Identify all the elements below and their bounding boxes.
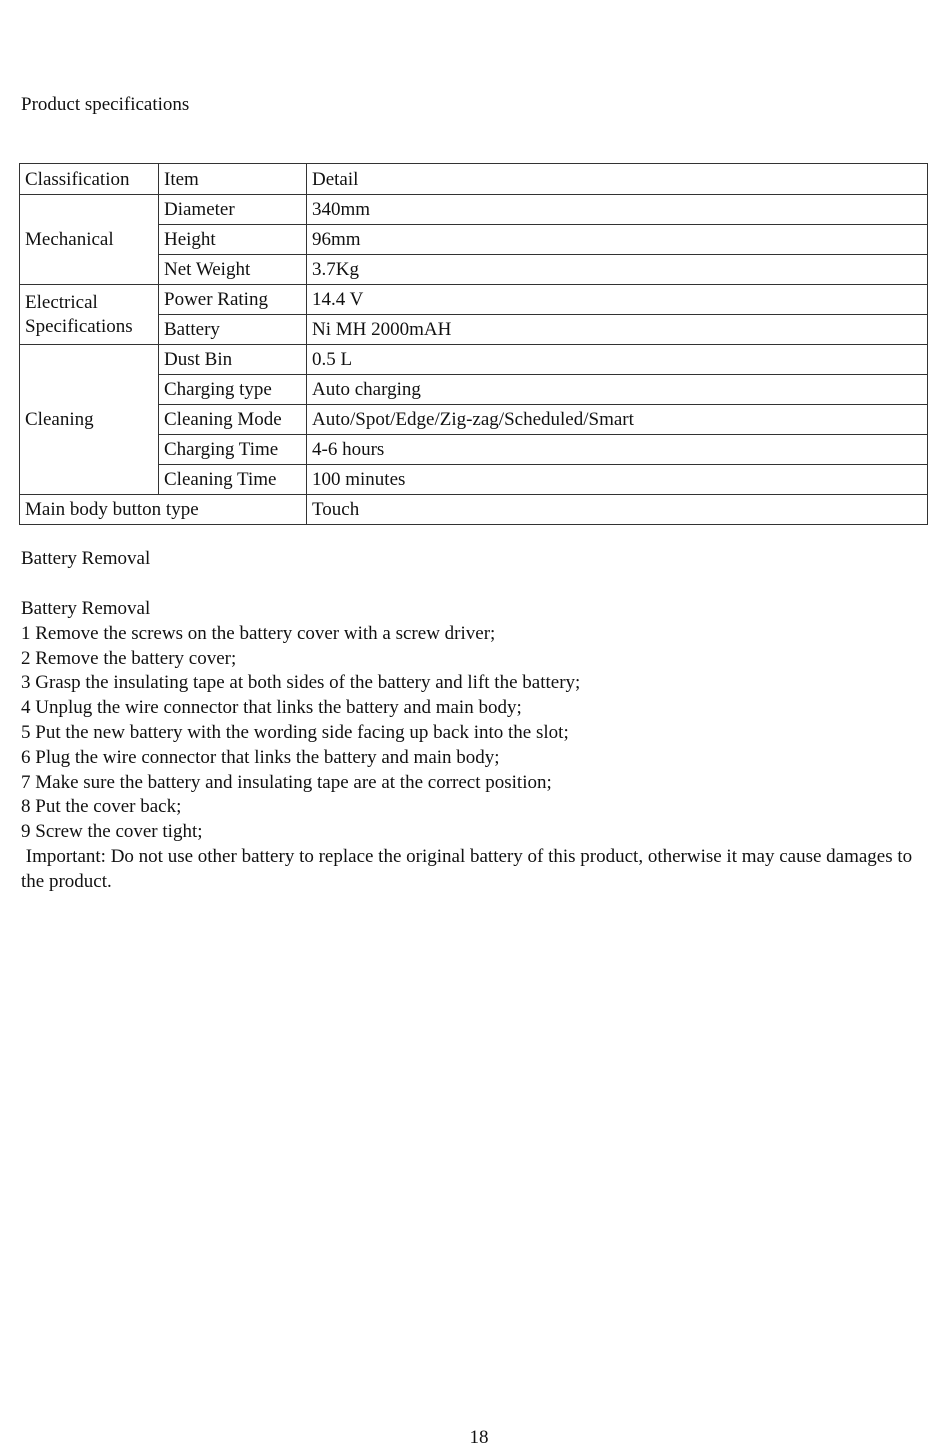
button-type-label: Main body button type — [20, 495, 307, 525]
header-detail: Detail — [307, 164, 928, 195]
table-row — [20, 195, 928, 225]
table-row — [20, 285, 928, 315]
detail-cell: Auto/Spot/Edge/Zig-zag/Scheduled/Smart — [307, 405, 928, 435]
item-cell: Power Rating — [159, 285, 307, 315]
item-cell: Height — [159, 225, 307, 255]
instruction-step: 6 Plug the wire connector that links the battery and main body; — [21, 746, 500, 768]
item-cell: Charging type — [159, 375, 307, 405]
item-cell: Dust Bin — [159, 345, 307, 375]
instruction-step: 3 Grasp the insulating tape at both sides of the battery and lift the battery; — [21, 672, 581, 694]
item-cell: Battery — [159, 315, 307, 345]
instruction-step: 9 Screw the cover tight; — [21, 821, 203, 843]
classification-cleaning: Cleaning — [20, 345, 159, 495]
item-cell: Charging Time — [159, 435, 307, 465]
item-cell: Diameter — [159, 195, 307, 225]
button-type-detail: Touch — [307, 495, 928, 525]
classification-mechanical: Mechanical — [20, 195, 159, 285]
detail-cell: 3.7Kg — [307, 255, 928, 285]
header-item: Item — [159, 164, 307, 195]
detail-cell: 4-6 hours — [307, 435, 928, 465]
instruction-step: 4 Unplug the wire connector that links the battery and main body; — [21, 697, 522, 719]
instruction-step: 2 Remove the battery cover; — [21, 647, 237, 669]
important-notice: Important: Do not use other battery to replace the original battery of this product, otherwise it may cause damages to the product. — [21, 845, 917, 892]
instruction-step: 5 Put the new battery with the wording side facing up back into the slot; — [21, 721, 569, 743]
detail-cell: Auto charging — [307, 375, 928, 405]
specifications-table — [19, 163, 928, 525]
table-header-row — [20, 164, 928, 195]
battery-removal-subheading: Battery Removal — [21, 598, 151, 619]
classification-electrical: Electrical Specifications — [20, 285, 159, 345]
page-title: Product specifications — [21, 94, 190, 115]
instruction-step: 7 Make sure the battery and insulating tape are at the correct position; — [21, 771, 552, 793]
item-cell: Net Weight — [159, 255, 307, 285]
page-number: 18 — [469, 1427, 489, 1448]
detail-cell: 14.4 V — [307, 285, 928, 315]
instruction-step: 8 Put the cover back; — [21, 796, 182, 818]
instruction-step: 1 Remove the screws on the battery cover with a screw driver; — [21, 622, 496, 644]
battery-removal-heading: Battery Removal — [21, 548, 151, 569]
table-footer-row — [20, 495, 928, 525]
detail-cell: 340mm — [307, 195, 928, 225]
detail-cell: 0.5 L — [307, 345, 928, 375]
header-classification: Classification — [20, 164, 159, 195]
table-row — [20, 345, 928, 375]
item-cell: Cleaning Time — [159, 465, 307, 495]
item-cell: Cleaning Mode — [159, 405, 307, 435]
battery-removal-instructions — [21, 597, 921, 895]
detail-cell: 96mm — [307, 225, 928, 255]
detail-cell: 100 minutes — [307, 465, 928, 495]
detail-cell: Ni MH 2000mAH — [307, 315, 928, 345]
